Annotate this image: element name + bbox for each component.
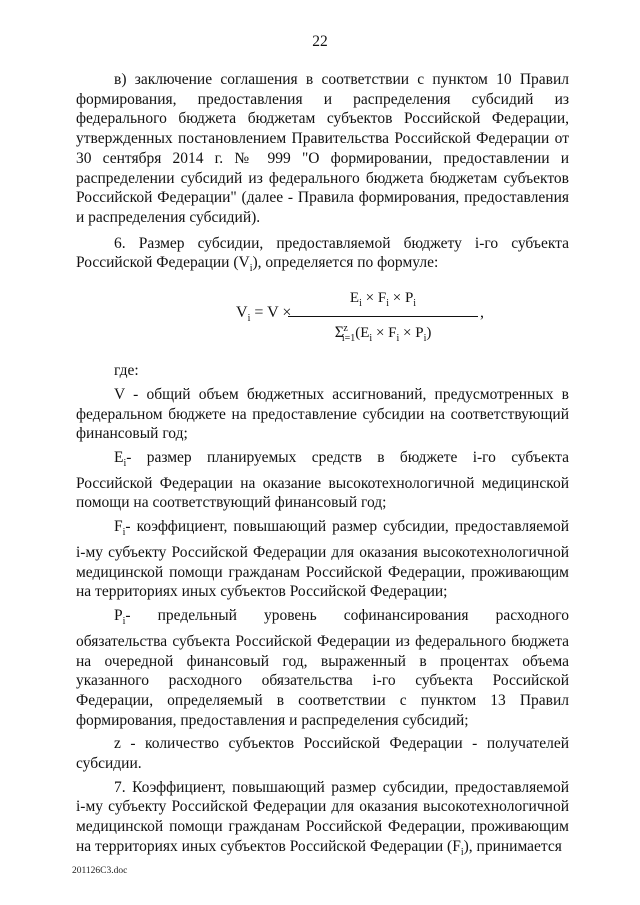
formula [76,289,569,343]
den-e: E [360,324,370,341]
paragraph-6 [76,234,569,280]
formula-denominator: $\Sigma^z_{i=1}(E_i \times F_i \times P_i)$ [334,322,432,344]
paragraph-6-tail: ), определяется по формуле: [252,254,439,272]
formula-fraction [288,289,478,348]
paragraph-v: в) заключение соглашения в соответствии с пунктом 10 Правил формирования, предоставления и распределения субсидий из федерального бюджета бюджетам субъектов Российской Федерации, утвержденных постановлением Правительства Российской Федерации от 30 сентября 2014 г. № 999 "О формировании, предоставлении и распределении субсидий из федерального бюджета бюджетам субъектов Российской Федерации" (далее - Правила формирования, предоставления и распределения субсидий). [76,71,569,226]
def-p-text: - предельный уровень софинансирования расходного обязательства субъекта Российской Федерации из федерального бюджета на очередной финансовый год, выраженный в процентах объема указанного расходного обязательства i-го субъекта Российской Федерации, определяемый в соответствии с пунктом 13 Правил формирования, предоставления и распределения субсидий; [76,607,569,729]
sum-lower: i=1 [341,332,356,344]
document-body [76,70,569,863]
definition-p [76,606,569,730]
sum-symbol: Σ [334,324,344,342]
num-e: E [349,290,360,307]
sum-upper: z [343,322,348,334]
paragraph-6-sub: i [249,263,253,275]
def-p-sub: i [122,616,126,628]
num-p: P [404,290,414,307]
den-e-sub: i [369,332,373,344]
file-name-footer: 201126C3.doc [72,866,128,876]
definition-z: z - количество субъектов Российской Федерации - получателей субсидии. [76,735,569,773]
den-f-sub: i [396,332,400,344]
def-e-sub: i [123,458,127,470]
paragraph-6-text: 6. Размер субсидии, предоставляемой бюджету i-го субъекта Российской Федерации (V [76,234,569,272]
paragraph-7 [76,778,569,863]
def-f-text: - коэффициент, повышающий размер субсидии, предоставляемой i-му субъекту Российской Федерации для оказания высокотехнологичной медицинской помощи гражданам Российской Федерации, проживающим на территориях иных субъектов Российской Федерации; [76,518,569,601]
num-f-sub: i [386,298,389,310]
paragraph-7-sub: i [460,846,464,858]
paragraph-7-text: 7. Коэффициент, повышающий размер субсидии, предоставляемой i-му субъекту Российской Федерации для оказания высокотехнологичной медицинской помощи гражданам Российской Федерации, проживающим на территориях иных субъектов Российской Федерации (F [76,778,569,855]
definition-f [76,517,569,602]
definition-v: V - общий объем бюджетных ассигнований, предусмотренных в федеральном бюджете на предоставление субсидии на соответствующий финансовый год; [76,385,569,443]
formula-lhs-symbol: V [236,304,248,322]
den-p-sub: i [423,332,427,344]
num-p-sub: i [413,298,417,310]
def-f-sub: i [122,527,126,539]
num-e-sub: i [359,298,362,310]
den-p: P [415,324,424,341]
formula-numerator: $E_i \times F_i \times P_i$ [349,290,417,310]
formula-comma: , [480,304,484,322]
num-f: F [377,290,387,307]
def-e-text: - размер планируемых средств в бюджете i-го субъекта Российской Федерации на оказание высокотехнологичной медицинской помощи на соответствующий финансовый год; [76,448,569,512]
def-e-symbol: E [114,448,124,466]
formula-lhs-sub: i [247,313,251,325]
formula-lhs [236,303,291,329]
def-f-symbol: F [114,518,123,536]
den-f: F [388,324,397,341]
def-p-symbol: P [114,607,123,625]
paragraph-7-tail: ), принимается [463,837,562,855]
formula-equals-rhs: = V × [250,304,292,322]
where-label: где: [114,362,139,380]
fraction-bar [288,316,478,317]
page-number: 22 [312,33,328,50]
definition-e [76,448,569,513]
